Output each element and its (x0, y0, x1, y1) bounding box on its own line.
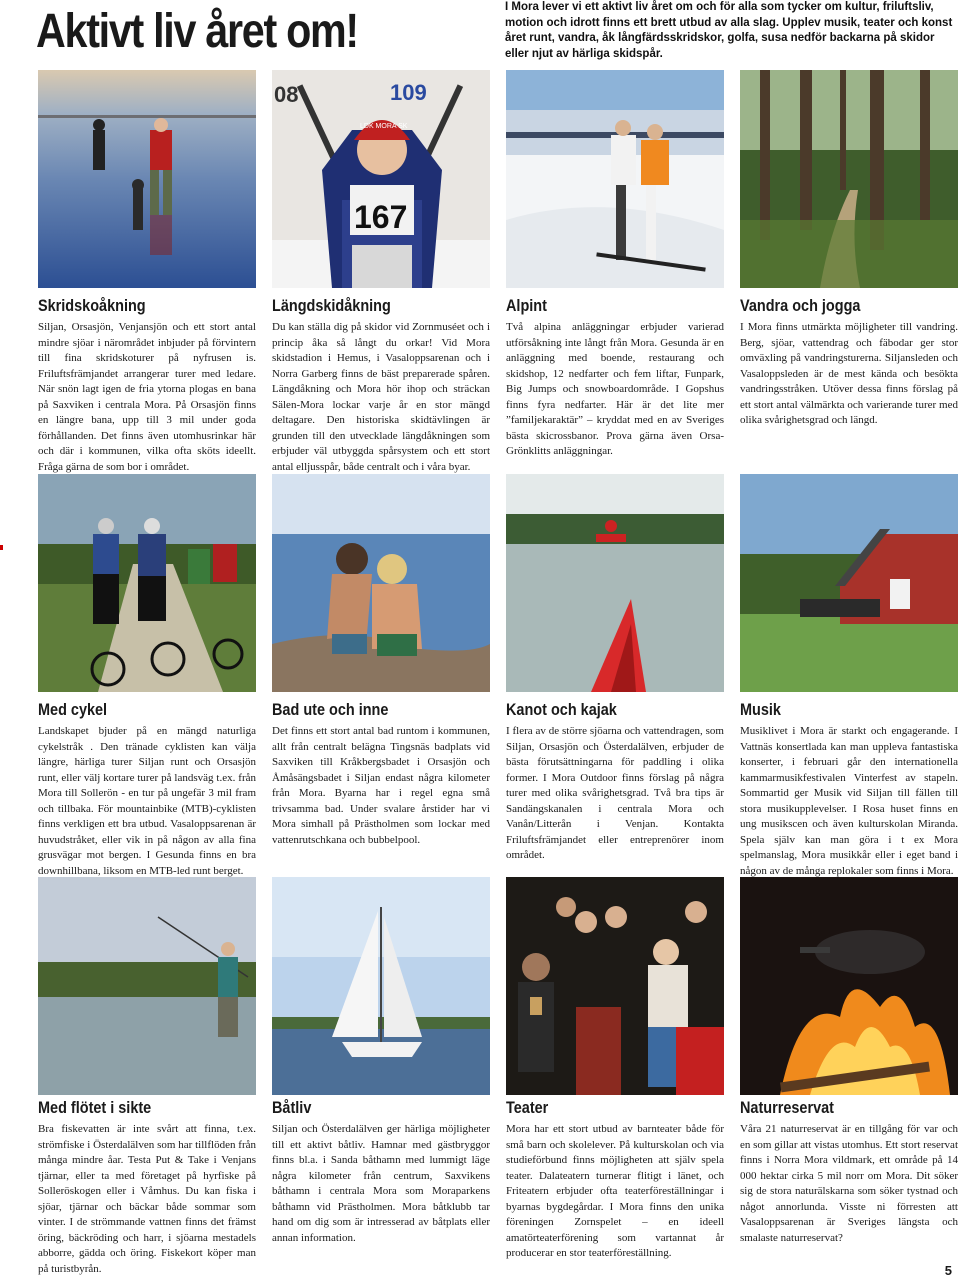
section-naturreservat (740, 1098, 958, 1246)
photo-bib-number: 167 (354, 199, 408, 235)
section-musik (740, 700, 958, 879)
section-text: Bra fiskevatten är inte svårt att finna, t.ex. strömfiske i Österdalälven som har tillflöden från många mindre åar. Testa Put & Take i Venjans tjärnar, eller ta med företaget på hyrfiske på Solleröskogen eller i Våmhus. Du kan fiska i sjöar, tjärnar och bäckar både sommar som vinter. I de strömmande vattnen finns det främst öring, bäckröding och harr, i sjöarna mestadels abborre, gädda och öring. Fiskekort köper man på turistbyrån. (38, 1123, 256, 1275)
photo-children-lake (272, 474, 490, 692)
photo-bib-bg-left: 08 (274, 82, 299, 107)
section-text: Musiklivet i Mora är starkt och engagerande. I Vattnäs konsertlada kan man uppleva fantastiska konserter, i februari går den internationella kammarmusikfestivalen Vinterfest av stapeln. Sommartid ger Musik vid Siljan till fällen till stora musikupplevelser. I Rosa huset finns en ung musikscen och även kulturskolan Miranda. Spela själv kan man göra i t ex Mora spelmanslag, Mora musikkår eller i eget band i någon av de många replokaler som finns i Mora. (740, 725, 958, 877)
section-title: Med flötet i sikte (38, 1098, 152, 1117)
section-med-cykel (38, 700, 256, 879)
section-title: Kanot och kajak (506, 700, 617, 719)
photo-theater (506, 877, 724, 1095)
section-text: Du kan ställa dig på skidor vid Zornmuséet och i princip åka så långt du orkar! Vid Mora skidstadion i Hemus, i Vasaloppsarenan och i Norra Garberg finns de bäst preparerade spåren. Längdåkning och Mora hör ihop och sträckan Sälen-Mora lockar varje år en stor mängd deltagare. Den historiska skidtävlingen är grunden till den utvecklade längdåkningen som erbjuder väl utbyggda spårsystem och ett stort antal elljusspår, både centralt och i våra byar. (272, 321, 490, 473)
section-title: Alpint (506, 296, 547, 315)
section-langdskidakning (272, 296, 490, 475)
section-text: I Mora finns utmärkta möjligheter till vandring. Berg, sjöar, vattendrag och fäbodar ger stor omväxling på vandringsturerna. Siljansleden och Vasaloppsleden är de mest kända och besökta vandringsstråken. Utöver dessa finns förslag på ett stort antal välmärkta och varierande turer med olika svårighetsgrad och längd. (740, 321, 958, 426)
section-title: Musik (740, 700, 781, 719)
page-number: 5 (944, 1263, 952, 1278)
photo-skating (38, 70, 256, 288)
section-text: Två alpina anläggningar erbjuder varierad utförsåkning inte långt från Mora. Gesunda är en anläggning med boende, restaurang och skidshop, 12 nedfarter och fem liftar, Funpark, Big Jumps och snowboardområde. I Gopshus finns fyra nedfarter. Här är det lite mer ”familjekaraktär” – kryddat med en av Sveriges bästa skicrossbanor. Prova gärna även Orsa-Grönklitts anläggningar. (506, 321, 724, 457)
section-text: Mora har ett stort utbud av barnteater både för små barn och skolelever. På kulturskolan och via studieförbund finns möjligheten att själv spela teater. Dalateatern turnerar flitigt i länet, och Friteatern erbjuder ofta teaterföreställningar i byarnas bygdegårdar. I Mora finns den unika föreningen Zornspelet – en ideell amatörteaterförening som vartannat år producerar en stor teaterföreställning. (506, 1123, 724, 1259)
section-text: Siljan, Orsasjön, Venjansjön och ett stort antal mindre sjöar i närområdet inbjuder på förvintern till fina skridskoturer på nyfrusen is. Friluftsfrämjandet arrangerar turer med ledare. När snön lagt igen de fria ytorna plogas en bana på Saxviken i centrala Mora. På Orsasjön finns en längre bana, upp till 3 mil under goda förhållanden. Det finns även utomhusrinkar här och där i kommunen, vilka ofta sköts ideellt. Fråga gärna de som bor i området. (38, 321, 256, 473)
section-text: Landskapet bjuder på en mängd naturliga cykelstråk . Den tränade cyklisten kan välja längre, härliga turer Siljan runt och Orsasjön runt, eller välj kortare turer på landsväg t.ex. från Mora till Sollerön - en tur på ungefär 3 mil fram och tillbaka. För mountainbike (MTB)-cyklisten finns verkligen ett bra utbud. Vasaloppsarenan är huvudstråket, eller vik in på någon av alla fina grusvägar mot bergen. I Gesunda finns en bra downhillbana, liksom en MTB-led runt berget. (38, 725, 256, 877)
section-teater (506, 1098, 724, 1262)
photo-cycling (38, 474, 256, 692)
section-alpint (506, 296, 724, 460)
intro-text: I Mora lever vi ett aktivt liv året om och för alla som tycker om kultur, friluftsliv, motion och idrott finns ett brett utbud av alla slag. Upplev musik, teater och konst året runt, vandra, åk långfärdsskridskor, golfa, susa nedför backarna på skidor eller njut av härliga skidspår. (505, 1, 953, 60)
photo-campfire (740, 877, 958, 1095)
section-title: Bad ute och inne (272, 700, 389, 719)
section-vandra-och-jogga (740, 296, 958, 429)
section-med-flotet-i-sikte (38, 1098, 256, 1277)
section-skridskoakning (38, 296, 256, 475)
section-text: Våra 21 naturreservat är en tillgång för var och en som gillar att vistas utomhus. Ett stort reservat finns i Norra Mora vildmark, ett område på 14 000 hektar cirka 5 mil norr om Mora. Dit söker sig de stora naturälskarna som söker tystnad och något annorlunda. Visste ni förresten att Vasaloppsarenan är Sveriges längsta och smalaste naturreservat? (740, 1123, 958, 1244)
section-title: Vandra och jogga (740, 296, 861, 315)
photo-fishing (38, 877, 256, 1095)
photo-bib-bg-right: 109 (390, 80, 427, 105)
photo-music-barn (740, 474, 958, 692)
photo-kayak (506, 474, 724, 692)
photo-forest-trail (740, 70, 958, 288)
section-title: Naturreservat (740, 1098, 834, 1117)
photo-child-skier (272, 70, 490, 288)
photo-sailboat (272, 877, 490, 1095)
photo-alpine (506, 70, 724, 288)
photo-cap-text: LDK MORA SK (360, 123, 408, 130)
margin-mark (0, 545, 3, 550)
section-title: Båtliv (272, 1098, 312, 1117)
section-title: Teater (506, 1098, 549, 1117)
section-text: I flera av de större sjöarna och vattendragen, som Siljan, Orsasjön och Österdalälven, erbjuder de bästa förutsättningarna för paddling i olika former. I Mora Outdoor finns förslag på några turer med olika svårighetsgrad. Två bra tips är Sandängskanalen i centrala Mora och Vanån/Litterån i Venjan. Kontakta Friluftsfrämjandet eller entreprenörer inom området. (506, 725, 724, 861)
section-title: Med cykel (38, 700, 108, 719)
page-title: Aktivt liv året om! (36, 5, 358, 58)
section-text: Det finns ett stort antal bad runtom i kommunen, allt från centralt belägna Tingsnäs badplats vid Saxviken till Kråkbergsbadet i Orsasjön och Åmåsängsbadet i Siljan endast några kilometer från Mora. Byarna har i regel egna små trivsamma bad. Under svalare årstider har vi Mora simhall på Prästholmen som lockar med vattenrutschkana och bubbelpool. (272, 725, 490, 846)
section-title: Längdskidåkning (272, 296, 391, 315)
section-batliv (272, 1098, 490, 1246)
section-text: Siljan och Österdalälven ger härliga möjligheter till ett aktivt båtliv. Hamnar med gästbryggor finns bl.a. i Sanda båthamn med lummigt läge några kilometer från centrum, Saxvikens båthamn i centrala Mora som Moraparkens båthamn vid Prästholmen. Mora båtklubb tar hand om dig som är intresserad av båtplats eller annan information. (272, 1123, 490, 1244)
section-kanot-och-kajak (506, 700, 724, 864)
section-bad-ute-och-inne (272, 700, 490, 848)
section-title: Skridskoåkning (38, 296, 146, 315)
